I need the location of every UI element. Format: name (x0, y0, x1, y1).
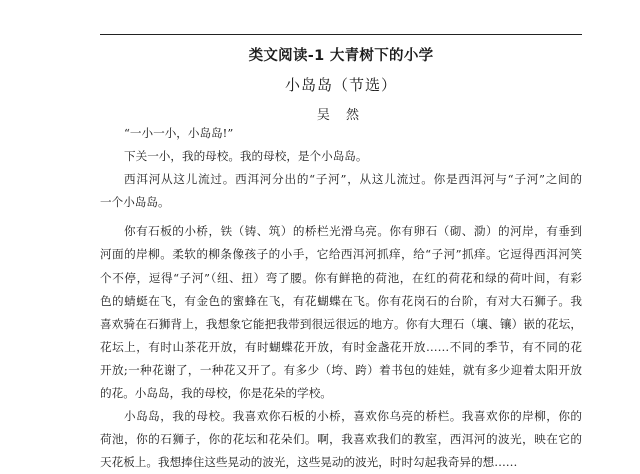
text-line: 荷池，你的石狮子，你的花坛和花朵们。啊，我喜欢我们的教室，西洱河的波光，映在它的 (100, 432, 582, 447)
document-title: 类文阅读-1 大青树下的小学 (248, 48, 434, 64)
text-line: 个不停，逗得“子河”（纽、扭）弯了腰。你有鲜艳的荷池，在红的荷花和绿的荷叶间，有彩 (100, 270, 582, 285)
document-subtitle: 小岛岛（节选） (284, 76, 397, 94)
header-rule (100, 34, 582, 35)
text-line: 开放;一种花谢了，一种花又开了。有多少（垮、跨）着书包的娃娃，就有多少迎着太阳开放 (100, 362, 582, 377)
text-line: 下关一小，我的母校。我的母校，是个小岛岛。 (124, 149, 368, 164)
text-line: 小岛岛，我的母校。我喜欢你石板的小桥，喜欢你乌亮的桥栏。我喜欢你的岸柳，你的 (124, 409, 582, 424)
text-line: 色的蜻蜓在飞，有金色的蜜蜂在飞，有花蝴蝶在飞。你有花岗石的台阶，有对大石狮子。我 (100, 293, 582, 308)
text-line: 花坛上，有时山茶花开放，有时蝴蝶花开放，有时金盏花开放……不同的季节，有不同的花 (100, 339, 582, 354)
text-line: 西洱河从这儿流过。西洱河分出的“子河”，从这儿流过。你是西洱河与“子河”之间的 (124, 172, 582, 187)
document-body (100, 122, 582, 474)
text-line: “一小一小，小岛岛!” (124, 126, 234, 140)
text-line: 一个小岛岛。 (100, 195, 170, 210)
text-line: 河面的岸柳。柔软的柳条像孩子的小手，它给西洱河抓痒，给“子河”抓痒。它逗得西洱河笑 (100, 247, 582, 262)
document-author: 吴 然 (316, 108, 366, 123)
text-line: 的花。小岛岛，我的母校，你是花朵的学校。 (100, 386, 332, 401)
text-line: 喜欢骑在石狮背上，我想象它能把我带到很远很远的地方。你有大理石（壤、镶）嵌的花坛， (100, 316, 582, 331)
text-line: 你有石板的小桥，铁（铸、筑）的桥栏光滑乌亮。你有卵石（砌、泐）的河岸，有垂到 (124, 224, 582, 239)
text-line: 天花板上。我想捧住这些晃动的波光，这些晃动的波光，时时勾起我奇异的想…… (100, 455, 518, 470)
